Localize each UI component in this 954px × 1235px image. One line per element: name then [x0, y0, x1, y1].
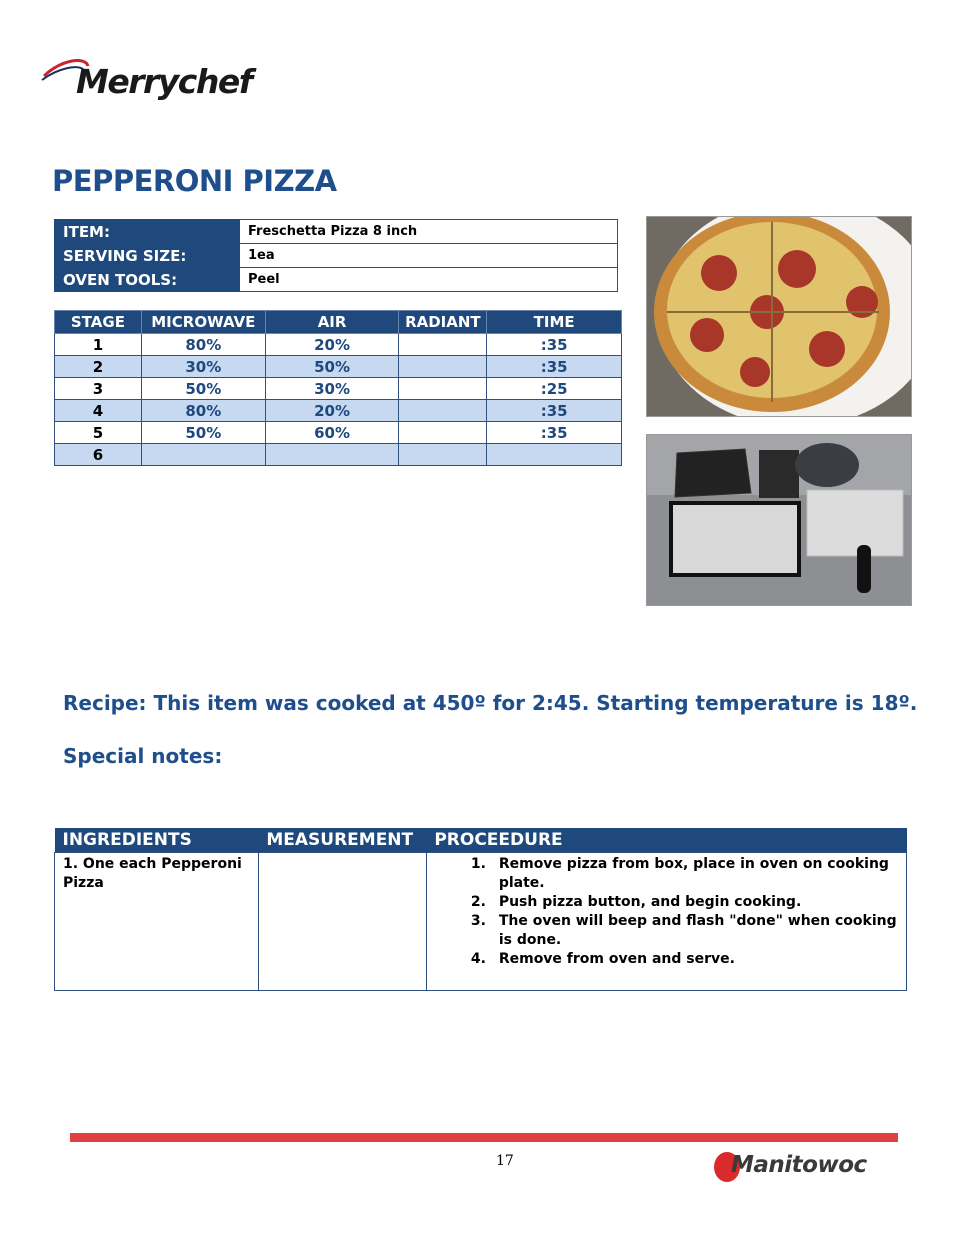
radiant-cell — [399, 422, 487, 444]
oven-tools-label: OVEN TOOLS: — [55, 268, 240, 292]
stage-cell: 4 — [55, 400, 142, 422]
measurement-cell — [258, 853, 426, 991]
serving-size-value: 1ea — [240, 244, 618, 268]
oven-tools-row — [55, 268, 618, 292]
table-row — [55, 378, 622, 400]
page-title: PEPPERONI PIZZA — [52, 164, 337, 198]
time-cell: :35 — [487, 422, 622, 444]
header-time: TIME — [487, 311, 622, 334]
stage-cell: 6 — [55, 444, 142, 466]
header-procedure: PROCEEDURE — [426, 828, 906, 853]
ingredients-table — [54, 828, 907, 991]
page-number: 17 — [496, 1153, 514, 1169]
table-row — [55, 853, 907, 991]
item-label: ITEM: — [55, 220, 240, 244]
list-item: 3. The oven will beep and flash "done" when cooking is done. — [491, 912, 898, 950]
radiant-cell — [399, 334, 487, 356]
serving-size-label: SERVING SIZE: — [55, 244, 240, 268]
stage-cell: 2 — [55, 356, 142, 378]
logo-text: Merrychef — [76, 62, 252, 101]
microwave-cell — [141, 444, 265, 466]
manitowoc-brand-text: Manitowoc — [731, 1152, 867, 1178]
stage-cell: 3 — [55, 378, 142, 400]
radiant-cell — [399, 378, 487, 400]
special-notes-label: Special notes: — [63, 744, 223, 768]
radiant-cell — [399, 444, 487, 466]
oven-tools-value: Peel — [240, 268, 618, 292]
header-radiant: RADIANT — [399, 311, 487, 334]
stage-cell: 1 — [55, 334, 142, 356]
time-cell — [487, 444, 622, 466]
table-row — [55, 356, 622, 378]
table-row — [55, 334, 622, 356]
item-info-table — [54, 219, 618, 292]
air-cell: 20% — [265, 400, 399, 422]
time-cell: :35 — [487, 400, 622, 422]
microwave-cell: 80% — [141, 400, 265, 422]
list-item: 2. Push pizza button, and begin cooking. — [491, 893, 898, 912]
list-item: 1. Remove pizza from box, place in oven on cooking plate. — [491, 855, 898, 893]
stage-cell: 5 — [55, 422, 142, 444]
oven-tools-photo — [646, 434, 912, 606]
footer-divider — [70, 1133, 898, 1142]
procedure-cell — [426, 853, 906, 991]
header-ingredients: INGREDIENTS — [55, 828, 259, 853]
list-item: 4. Remove from oven and serve. — [491, 950, 898, 969]
radiant-cell — [399, 400, 487, 422]
stage-table — [54, 310, 622, 466]
time-cell: :25 — [487, 378, 622, 400]
table-row — [55, 444, 622, 466]
table-row — [55, 400, 622, 422]
item-row — [55, 220, 618, 244]
header-air: AIR — [265, 311, 399, 334]
time-cell: :35 — [487, 334, 622, 356]
air-cell: 30% — [265, 378, 399, 400]
header-measurement: MEASUREMENT — [258, 828, 426, 853]
microwave-cell: 30% — [141, 356, 265, 378]
microwave-cell: 80% — [141, 334, 265, 356]
header-stage: STAGE — [55, 311, 142, 334]
air-cell: 20% — [265, 334, 399, 356]
table-row — [55, 422, 622, 444]
pizza-photo — [646, 216, 912, 417]
air-cell — [265, 444, 399, 466]
time-cell: :35 — [487, 356, 622, 378]
item-value: Freschetta Pizza 8 inch — [240, 220, 618, 244]
microwave-cell: 50% — [141, 378, 265, 400]
radiant-cell — [399, 356, 487, 378]
procedure-list — [435, 855, 898, 969]
serving-size-row — [55, 244, 618, 268]
air-cell: 60% — [265, 422, 399, 444]
microwave-cell: 50% — [141, 422, 265, 444]
ingredient-cell: 1. One each Pepperoni Pizza — [55, 853, 259, 991]
recipe-text: Recipe: This item was cooked at 450º for 2:45. Starting temperature is 18º. — [63, 691, 918, 715]
header-microwave: MICROWAVE — [141, 311, 265, 334]
air-cell: 50% — [265, 356, 399, 378]
